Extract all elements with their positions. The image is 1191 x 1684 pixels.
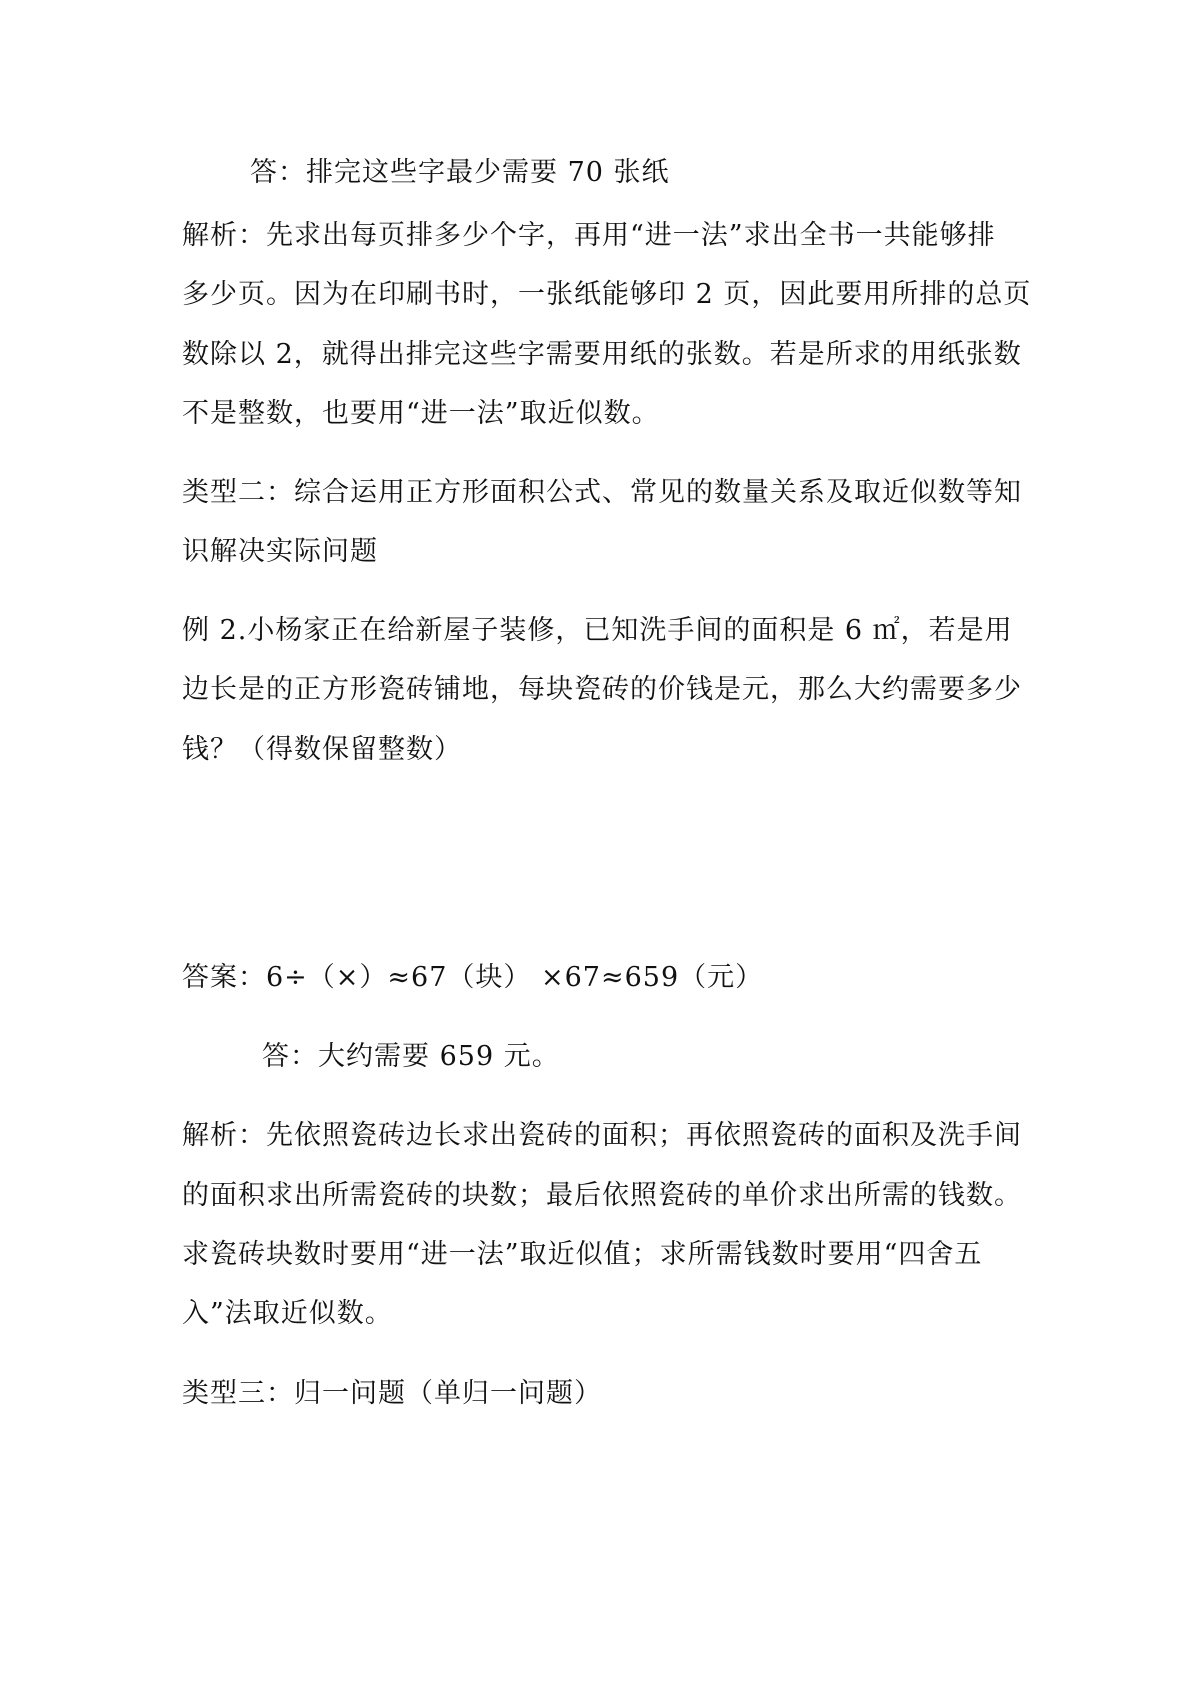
analysis-1-line-2: 多少页。因为在印刷书时，一张纸能够印 2 页，因此要用所排的总页 xyxy=(182,279,1032,310)
type-2-heading-line-2: 识解决实际问题 xyxy=(182,536,378,567)
type-3-heading: 类型三：归一问题（单归一问题） xyxy=(182,1378,602,1409)
answer-2-text: 答：大约需要 659 元。 xyxy=(262,1041,560,1072)
answer-2-calculation: 答案：6÷（×）≈67（块） ×67≈659（元） xyxy=(182,962,764,993)
example-2-line-1: 例 2.小杨家正在给新屋子装修，已知洗手间的面积是 6 ㎡，若是用 xyxy=(182,615,1013,646)
answer-1: 答：排完这些字最少需要 70 张纸 xyxy=(250,157,670,188)
analysis-1-line-4: 不是整数，也要用“进一法”取近似数。 xyxy=(182,398,660,429)
type-2-heading-line-1: 类型二：综合运用正方形面积公式、常见的数量关系及取近似数等知 xyxy=(182,477,1022,508)
analysis-1-line-3: 数除以 2，就得出排完这些字需要用纸的张数。若是所求的用纸张数 xyxy=(182,339,1022,370)
example-2-line-3: 钱？（得数保留整数） xyxy=(182,734,462,765)
analysis-2-line-3: 求瓷砖块数时要用“进一法”取近似值；求所需钱数时要用“四舍五 xyxy=(182,1239,983,1270)
analysis-1-line-1: 解析：先求出每页排多少个字，再用“进一法”求出全书一共能够排 xyxy=(182,220,996,251)
example-2-line-2: 边长是的正方形瓷砖铺地，每块瓷砖的价钱是元，那么大约需要多少 xyxy=(182,674,1022,705)
analysis-2-line-4: 入”法取近似数。 xyxy=(182,1298,393,1329)
analysis-2-line-1: 解析：先依照瓷砖边长求出瓷砖的面积；再依照瓷砖的面积及洗手间 xyxy=(182,1120,1022,1151)
analysis-2-line-2: 的面积求出所需瓷砖的块数；最后依照瓷砖的单价求出所需的钱数。 xyxy=(182,1180,1022,1211)
